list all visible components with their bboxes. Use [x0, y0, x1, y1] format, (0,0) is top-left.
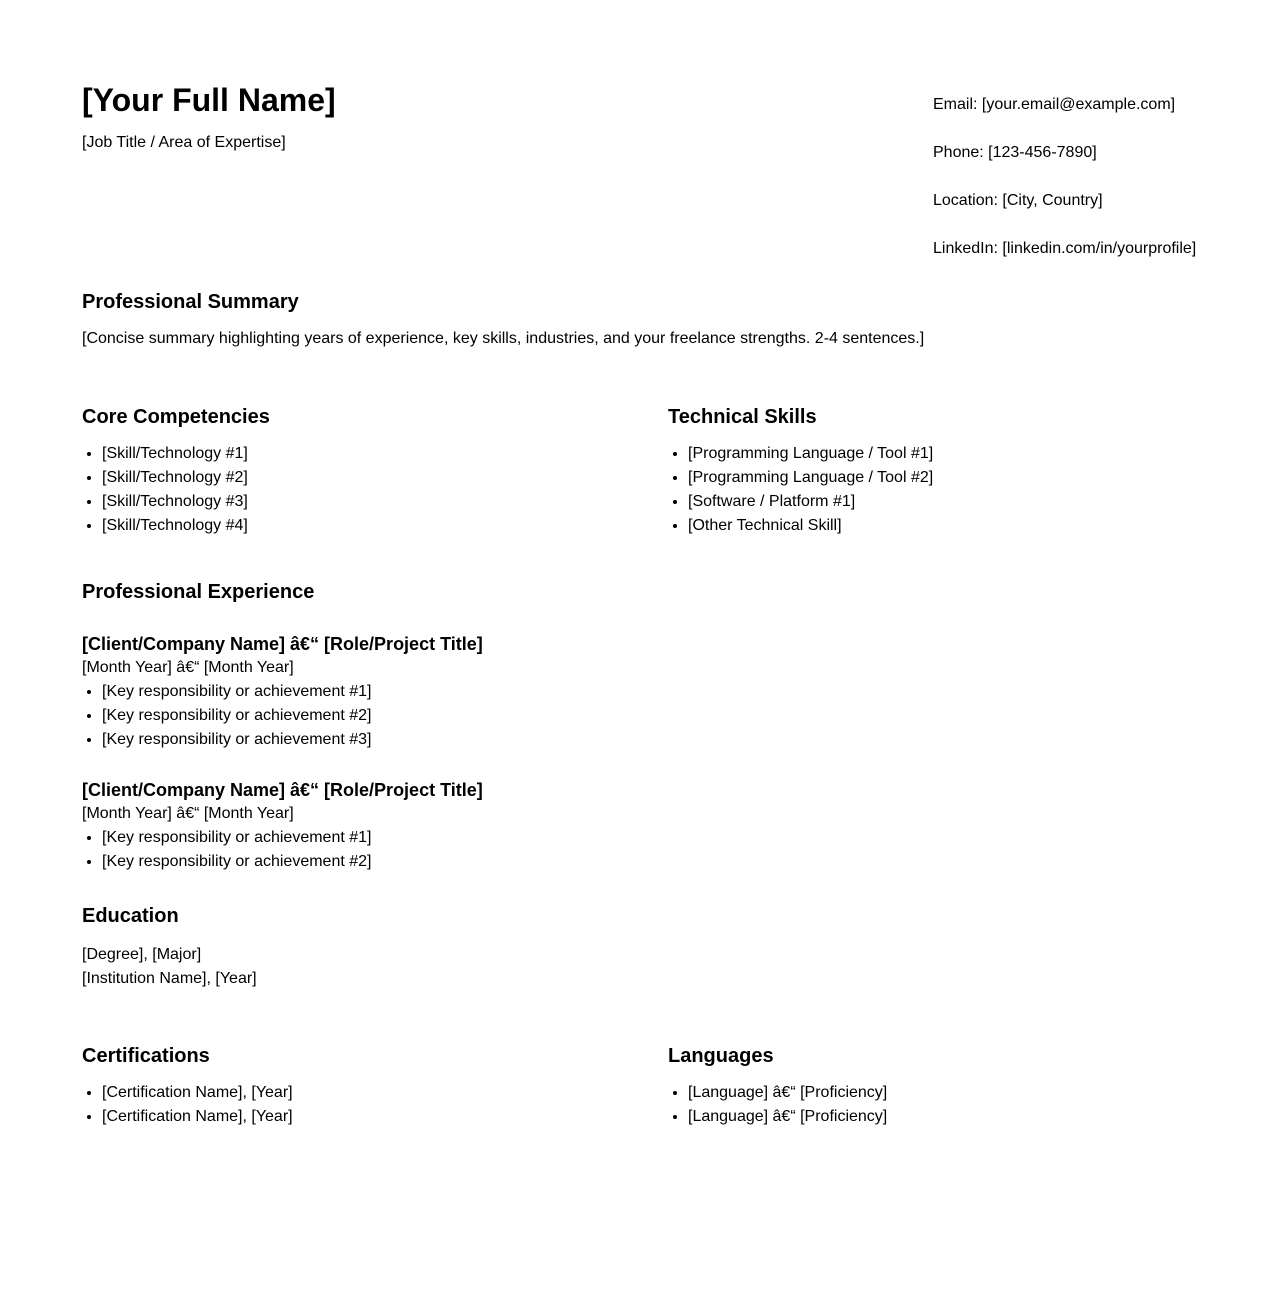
technical-skills-list	[668, 442, 933, 538]
education-heading: Education	[82, 905, 179, 927]
certifications-heading: Certifications	[82, 1045, 210, 1067]
job-entry	[82, 632, 483, 752]
list-item: • [Key responsibility or achievement #1]	[102, 826, 483, 850]
job-achievements	[82, 826, 483, 874]
list-item: • [Key responsibility or achievement #2]	[102, 850, 483, 874]
education-institution: [Institution Name], [Year]	[82, 970, 257, 987]
contact-linkedin: LinkedIn: [linkedin.com/in/yourprofile]	[933, 240, 1197, 257]
list-item: • [Key responsibility or achievement #1]	[102, 680, 483, 704]
technical-skills-heading: Technical Skills	[668, 406, 817, 428]
core-competencies-section	[82, 404, 270, 538]
experience-section	[82, 579, 483, 874]
summary-section	[82, 289, 924, 351]
contact-phone: Phone: [123-456-7890]	[933, 144, 1097, 161]
list-item: • [Programming Language / Tool #1]	[688, 442, 933, 466]
job-title-line: [Client/Company Name] â€“ [Role/Project Title]	[82, 634, 483, 654]
resume-header	[82, 0, 1212, 270]
list-item: • [Certification Name], [Year]	[102, 1081, 293, 1105]
list-item: • [Language] â€“ [Proficiency]	[688, 1081, 887, 1105]
languages-heading: Languages	[668, 1045, 774, 1067]
job-entry	[82, 778, 483, 874]
contact-email: Email: [your.email@example.com]	[933, 96, 1176, 113]
certifications-list	[82, 1081, 293, 1129]
job-title: [Job Title / Area of Expertise]	[82, 134, 286, 151]
list-item: • [Skill/Technology #2]	[102, 466, 270, 490]
job-dates: [Month Year] â€“ [Month Year]	[82, 659, 294, 676]
core-competencies-heading: Core Competencies	[82, 406, 270, 428]
languages-list	[668, 1081, 887, 1129]
core-competencies-list	[82, 442, 270, 538]
job-achievements	[82, 680, 483, 752]
list-item: • [Programming Language / Tool #2]	[688, 466, 933, 490]
list-item: • [Language] â€“ [Proficiency]	[688, 1105, 887, 1129]
contact-info	[933, 93, 1196, 285]
summary-heading: Professional Summary	[82, 291, 299, 313]
contact-location: Location: [City, Country]	[933, 192, 1103, 209]
summary-text: [Concise summary highlighting years of experience, key skills, industries, and your freelance strengths. 2-4 sentences.]	[82, 330, 925, 347]
languages-section	[668, 1043, 887, 1129]
list-item: • [Skill/Technology #1]	[102, 442, 270, 466]
list-item: • [Other Technical Skill]	[688, 514, 933, 538]
list-item: • [Skill/Technology #3]	[102, 490, 270, 514]
resume-page	[82, 0, 1212, 1125]
experience-heading: Professional Experience	[82, 581, 315, 603]
technical-skills-section	[668, 404, 933, 538]
job-dates: [Month Year] â€“ [Month Year]	[82, 805, 294, 822]
list-item: • [Certification Name], [Year]	[102, 1105, 293, 1129]
job-title-line: [Client/Company Name] â€“ [Role/Project Title]	[82, 780, 483, 800]
list-item: • [Key responsibility or achievement #3]	[102, 728, 483, 752]
list-item: • [Skill/Technology #4]	[102, 514, 270, 538]
list-item: • [Software / Platform #1]	[688, 490, 933, 514]
certifications-section	[82, 1043, 293, 1129]
list-item: • [Key responsibility or achievement #2]	[102, 704, 483, 728]
full-name: [Your Full Name]	[82, 82, 336, 118]
education-section	[82, 903, 257, 991]
education-degree: [Degree], [Major]	[82, 946, 202, 963]
